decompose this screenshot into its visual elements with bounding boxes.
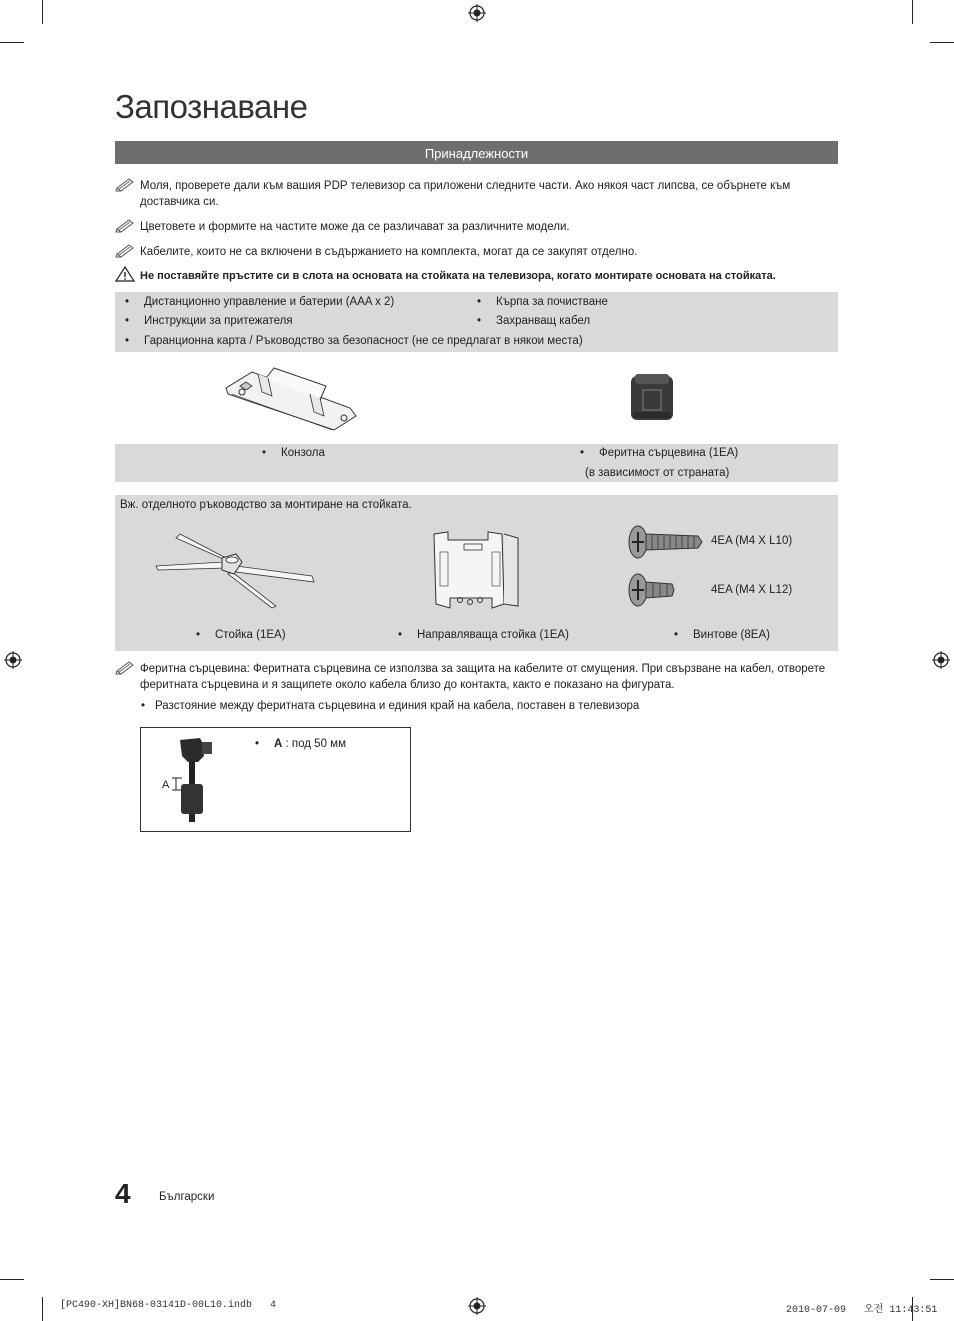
ferrite-country-note: (в зависимост от страната) (585, 467, 730, 479)
crop-mark (912, 0, 913, 24)
registration-mark-icon (932, 651, 950, 669)
crop-mark (930, 42, 954, 43)
screw-short-illustration (628, 572, 678, 608)
crop-mark (0, 42, 24, 43)
pencil-note-icon (115, 217, 137, 233)
note-text: Кабелите, които не са включени в съдържанието на комплекта, могат да се закупят отделно. (140, 246, 638, 258)
guide-stand-illustration (428, 528, 524, 612)
screw-short-label: 4EA (M4 X L12) (711, 584, 793, 596)
page-number: 4 (115, 1178, 131, 1209)
bracket-illustration (222, 364, 362, 432)
stand-box-header: Вж. отделното ръководство за монтиране на стойката. (120, 499, 412, 511)
registration-mark-icon (468, 4, 486, 22)
warning-triangle-icon (115, 266, 137, 282)
footer-timestamp: 2010-07-09 오전 11:43:51 (786, 1305, 938, 1316)
note (115, 219, 840, 237)
note-text: Цветовете и формите на частите може да се различават за различните модели. (140, 221, 570, 233)
language-label: Български (159, 1191, 215, 1203)
section-title: Принадлежности (115, 141, 838, 164)
pencil-note-icon (115, 242, 137, 258)
note (115, 661, 840, 695)
crop-mark (0, 1279, 24, 1280)
pencil-note-icon (115, 659, 137, 675)
stand-illustration (152, 528, 320, 612)
note (115, 244, 840, 262)
pencil-note-icon (115, 176, 137, 192)
footer-file-info: [PC490-XH]BN68-03141D-00L10.indb 4 (60, 1300, 277, 1311)
ferrite-core-illustration (629, 372, 675, 424)
figure-label-a: A (162, 779, 170, 791)
note-text: Моля, проверете дали към вашия PDP телевизор са приложени следните части. Ако някоя част липсва, се обърнете към доставчика си. (140, 180, 791, 208)
crop-mark (930, 1279, 954, 1280)
caution-note (115, 268, 840, 286)
note (115, 178, 840, 212)
caution-text: Не поставяйте пръстите си в слота на основата на стойката на телевизора, когато монтирате основата на стойката. (140, 270, 776, 282)
registration-mark-icon (4, 651, 22, 669)
page-title: Запознаване (115, 88, 308, 125)
registration-mark-icon (468, 1297, 486, 1315)
crop-mark (42, 1297, 43, 1321)
crop-mark (42, 0, 43, 24)
screw-long-illustration (628, 524, 704, 560)
screw-long-label: 4EA (M4 X L10) (711, 535, 793, 547)
cable-ferrite-illustration (172, 736, 218, 822)
note-text: Феритна сърцевина: Феритната сърцевина се използва за защита на кабелите от смущения. При свързване на кабел, отворете феритната сърцевина и я защипете около кабела близо до контакта, както е показано на фигурата. (140, 663, 826, 691)
